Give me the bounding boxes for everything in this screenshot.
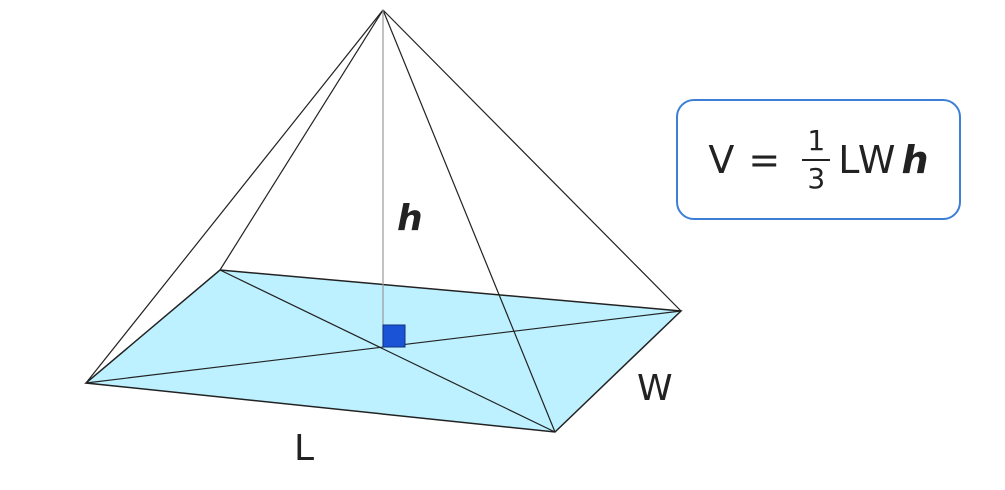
edge-apex-back-right xyxy=(383,10,681,311)
height-label: h xyxy=(397,198,423,239)
volume-formula-box xyxy=(676,99,961,220)
formula-factors: LW xyxy=(838,137,898,182)
formula-height-var: h xyxy=(901,137,929,182)
formula-numerator: 1 xyxy=(807,124,826,158)
edge-apex-back-left xyxy=(220,10,383,270)
fraction-bar xyxy=(802,159,830,161)
right-angle-marker xyxy=(383,325,405,347)
formula-fraction xyxy=(802,126,830,193)
formula-volume-symbol: V xyxy=(708,137,735,182)
formula-equals: = xyxy=(748,137,781,182)
length-label: L xyxy=(294,428,315,469)
width-label: W xyxy=(637,368,673,409)
formula-denominator: 3 xyxy=(807,161,826,195)
